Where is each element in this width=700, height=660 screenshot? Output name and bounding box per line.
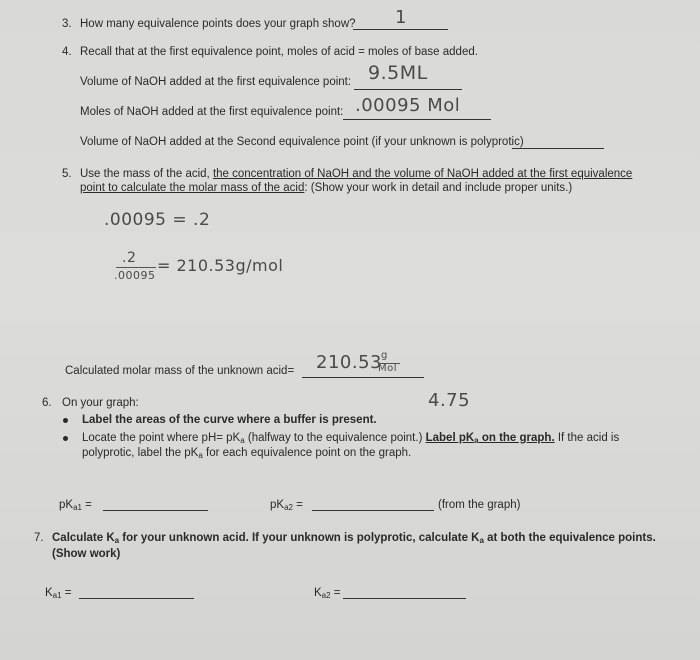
q7-l1-c: at both the equivalence points. — [483, 532, 656, 544]
q6-hand-note: 4.75 — [428, 390, 471, 411]
q4-vol-second-line — [512, 148, 604, 149]
q3-answer-line — [353, 29, 448, 30]
q5-work-frac-bar — [116, 267, 156, 268]
q3-answer: 1 — [395, 7, 407, 28]
q7-ka1-text: K — [45, 587, 53, 599]
q5-line1 — [80, 167, 632, 181]
q4-vol-second-label: Volume of NaOH added at the Second equivalence point (if your unknown is polyprotic) — [80, 136, 524, 148]
q4-vol-first-line — [354, 89, 462, 90]
q7-l1-sub2: a — [479, 536, 484, 545]
q7-ka1-sub: a1 — [52, 591, 62, 600]
q4-moles-first-line — [343, 119, 491, 120]
q4-moles-first-label: Moles of NaOH added at the first equivalence point: — [80, 106, 344, 118]
q5-line2-underlined: point to calculate the molar mass of the acid — [80, 182, 305, 194]
q7-ka2-sub: a2 — [321, 591, 331, 600]
q6-pka1-label: $pK_{a1}$ = — [59, 499, 92, 512]
q7-l1-sub: a — [114, 536, 120, 545]
q5-work-frac-num: .2 — [122, 250, 137, 266]
q7-ka2-label: $K_{a2}$ = — [314, 587, 341, 600]
q6-pka1-line — [103, 510, 208, 511]
q5-calc-label: Calculated molar mass of the unknown acid= — [65, 365, 295, 377]
q6-b2l2-b: for each equivalence point on the graph. — [202, 447, 412, 459]
q5-line2-plain: : (Show your work in detail and include proper units.) — [304, 182, 573, 194]
q4-vol-first-answer: 9.5ML — [368, 62, 428, 84]
q7-line2: (Show work) — [52, 548, 121, 560]
q4-moles-first-answer: .00095 Mol — [355, 95, 461, 116]
q5-line2 — [80, 181, 572, 195]
q5-work-result: = 210.53g/mol — [157, 256, 284, 275]
q7-ka1-line — [79, 598, 194, 599]
q6-pka2-label: $pK_{a2}$ = — [270, 499, 303, 512]
q5-calc-answer: 210.53 — [316, 352, 382, 373]
q6-bullet1: Label the areas of the curve where a buffer is present. — [82, 414, 377, 426]
q4-number: 4. — [62, 46, 72, 58]
q6-b2l2-a: polyprotic, label the pK — [82, 447, 199, 459]
q6-pka2-line — [312, 510, 434, 511]
q6-b2-b: (halfway to the equivalence point.) — [244, 432, 426, 444]
q4-vol-first-label: Volume of NaOH added at the first equivalence point: — [80, 76, 352, 88]
q6-b2-a: Locate the point where pH= pK — [82, 432, 241, 444]
q5-calc-unit-num: g — [381, 350, 388, 361]
q7-number: 7. — [34, 532, 44, 544]
q6-b2-c-sub: a — [474, 436, 479, 445]
q6-b2-e: If the acid is — [554, 432, 620, 444]
q6-pka2-text: pK — [270, 499, 285, 511]
q6-pka2-sub: a2 — [284, 503, 293, 512]
q6-pka1-text: pK — [59, 499, 74, 511]
q6-bullet2-dot — [63, 436, 68, 441]
q7-ka2-text: K — [314, 587, 322, 599]
q5-calc-unit-den: Mol — [378, 363, 398, 374]
q6-b2-sub: a — [240, 436, 245, 445]
q6-pka1-sub: a1 — [73, 503, 82, 512]
q5-line1-plain: Use the mass of the acid, — [80, 168, 213, 180]
q4-text: Recall that at the first equivalence point, moles of acid = moles of base added. — [80, 46, 478, 58]
q5-work-line1: .00095 = .2 — [104, 210, 211, 230]
q6-b2-d: on the graph. — [478, 432, 555, 444]
q6-bullet1-dot — [63, 418, 68, 423]
q6-b2-c: Label pK — [425, 432, 475, 444]
q7-ka1-label: $K_{a1}$ = — [45, 587, 72, 600]
q6-b2l2-sub: a — [198, 451, 203, 460]
q7-ka2-line — [343, 598, 466, 599]
q7-line1 — [52, 531, 656, 548]
q6-header: On your graph: — [62, 397, 139, 409]
q5-work-frac-den: .00095 — [114, 269, 156, 282]
q6-bullet2-line2 — [82, 446, 411, 463]
q3-text: How many equivalence points does your graph show? — [80, 18, 356, 30]
q7-l1-b: for your unknown acid. If your unknown is polyprotic, calculate K — [119, 532, 480, 544]
q7-l1-a: Calculate K — [52, 532, 115, 544]
q5-line1-underlined: the concentration of NaOH and the volume of NaOH added at the first equivalence — [212, 168, 633, 180]
q6-b2-label-pka — [426, 432, 555, 444]
q5-calc-line — [302, 377, 424, 378]
q6-from-graph: (from the graph) — [438, 499, 521, 511]
q6-number: 6. — [42, 397, 52, 409]
q3-number: 3. — [62, 18, 72, 30]
q5-number: 5. — [62, 168, 72, 180]
